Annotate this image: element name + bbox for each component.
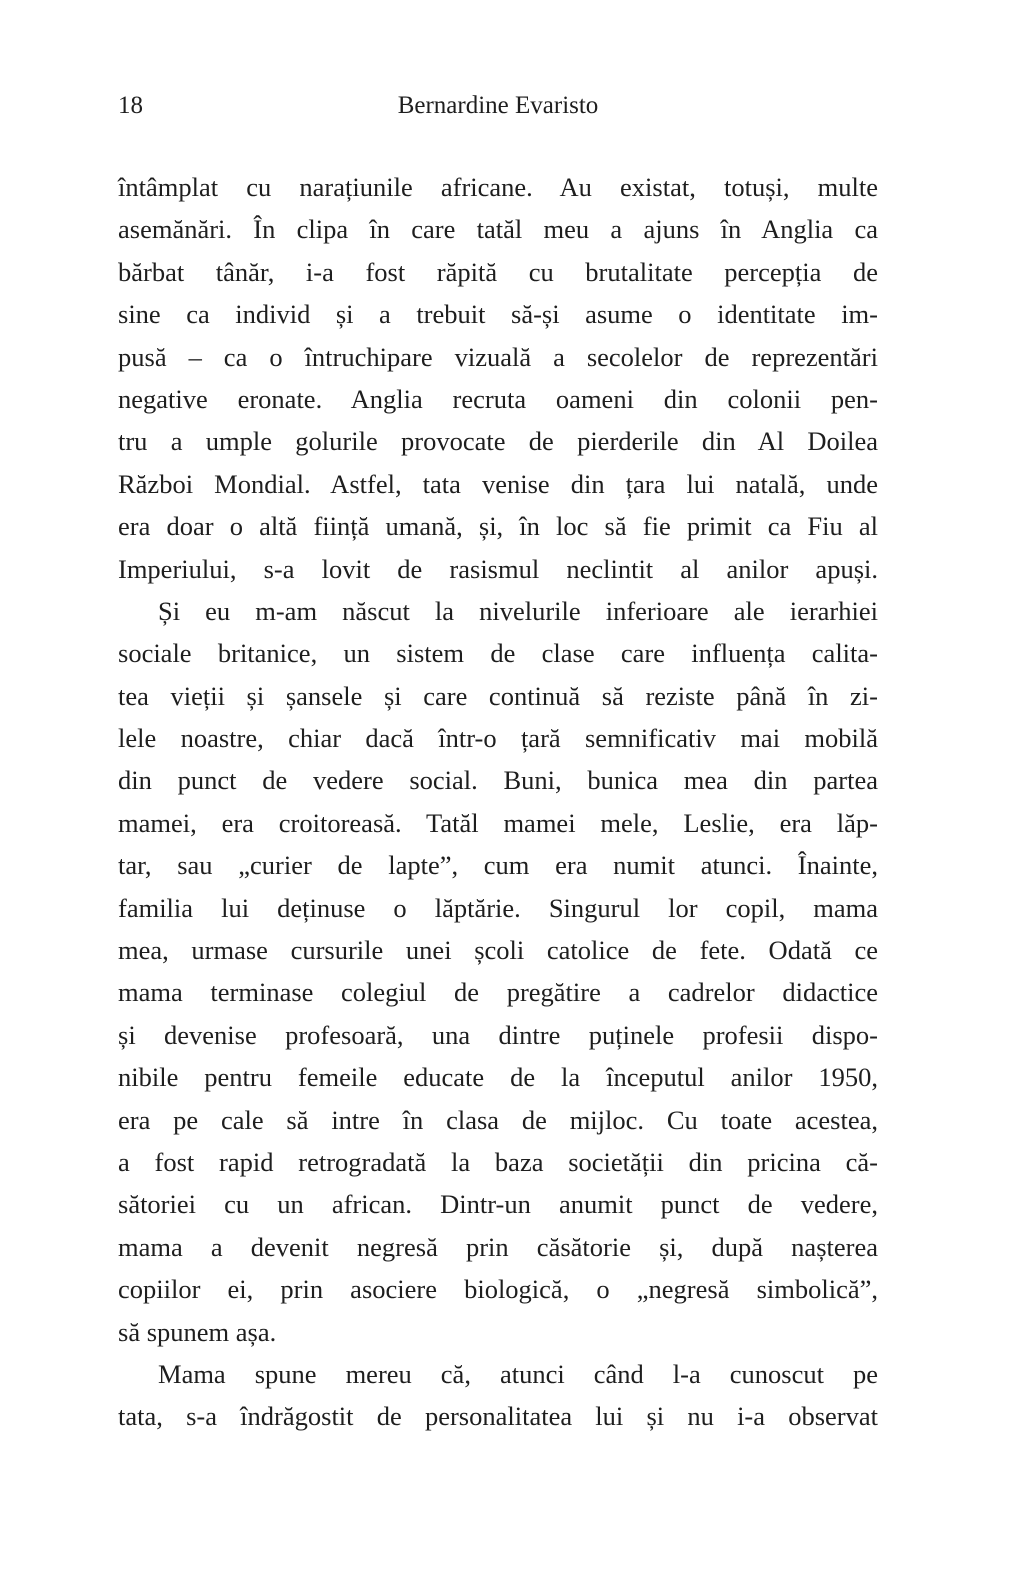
running-header-author: Bernardine Evaristo [397,92,599,119]
body-text [118,166,878,1438]
text-line: sătoriei cu un african. Dintr-un anumit punct de vedere, [118,1189,878,1220]
text-line: lele noastre, chiar dacă într-o țară semnificativ mai mobilă [118,723,878,754]
page-number: 18 [118,92,143,119]
text-line: familia lui deținuse o lăptărie. Singurul lor copil, mama [118,892,878,923]
paragraph [118,590,878,1353]
text-line: a fost rapid retrogradată la baza societății din pricina că- [118,1146,878,1177]
text-line: mama terminase colegiul de pregătire a cadrelor didactice [118,977,878,1008]
text-line: tar, sau „curier de lapte”, cum era numit atunci. Înainte, [118,850,878,881]
text-line: sine ca individ și a trebuit să-și asume o identitate im- [118,299,878,330]
text-line: copiilor ei, prin asociere biologică, o „negresă simbolică”, [118,1274,878,1305]
text-line: bărbat tânăr, i-a fost răpită cu brutalitate percepția de [118,256,878,287]
text-line: întâmplat cu narațiunile africane. Au existat, totuși, multe [118,172,878,202]
text-line: mamei, era croitoreasă. Tatăl mamei mele, Leslie, era lăp- [118,807,878,838]
text-line: era doar o altă ființă umană, și, în loc să fie primit ca Fiu al [118,511,878,542]
text-line: mea, urmase cursurile unei școli catolice de fete. Odată ce [118,935,878,966]
text-line: Mama spune mereu că, atunci când l-a cunoscut pe [158,1358,878,1389]
text-line: Și eu m-am născut la nivelurile inferioare ale ierarhiei [158,595,878,626]
text-line: sociale britanice, un sistem de clase care influența calita- [118,638,878,669]
text-line: și devenise profesoară, una dintre puținele profesii dispo- [118,1019,878,1050]
text-line: pusă – ca o întruchipare vizuală a secolelor de reprezentări [118,341,878,372]
text-line: Imperiului, s-a lovit de rasismul neclintit al anilor apuși. [118,553,878,584]
text-line: mama a devenit negresă prin căsătorie și, după nașterea [118,1231,878,1262]
text-line: din punct de vedere social. Buni, bunica mea din partea [118,765,878,796]
text-line: să spunem așa. [118,1316,277,1347]
text-line: nibile pentru femeile educate de la începutul anilor 1950, [118,1062,878,1093]
text-line: asemănări. În clipa în care tatăl meu a ajuns în Anglia ca [118,214,878,245]
text-line: Război Mondial. Astfel, tata venise din țara lui natală, unde [118,468,878,499]
text-line: tata, s-a îndrăgostit de personalitatea lui și nu i-a observat [118,1401,878,1432]
text-line: era pe cale să intre în clasa de mijloc. Cu toate acestea, [118,1104,878,1135]
paragraph [118,166,878,590]
text-line: tru a umple golurile provocate de pierderile din Al Doilea [118,426,878,457]
text-line: negative eronate. Anglia recruta oameni din colonii pen- [118,383,878,414]
text-line: tea vieții și șansele și care continuă să reziste până în zi- [118,680,878,711]
paragraph [118,1353,878,1438]
running-header [118,92,878,128]
